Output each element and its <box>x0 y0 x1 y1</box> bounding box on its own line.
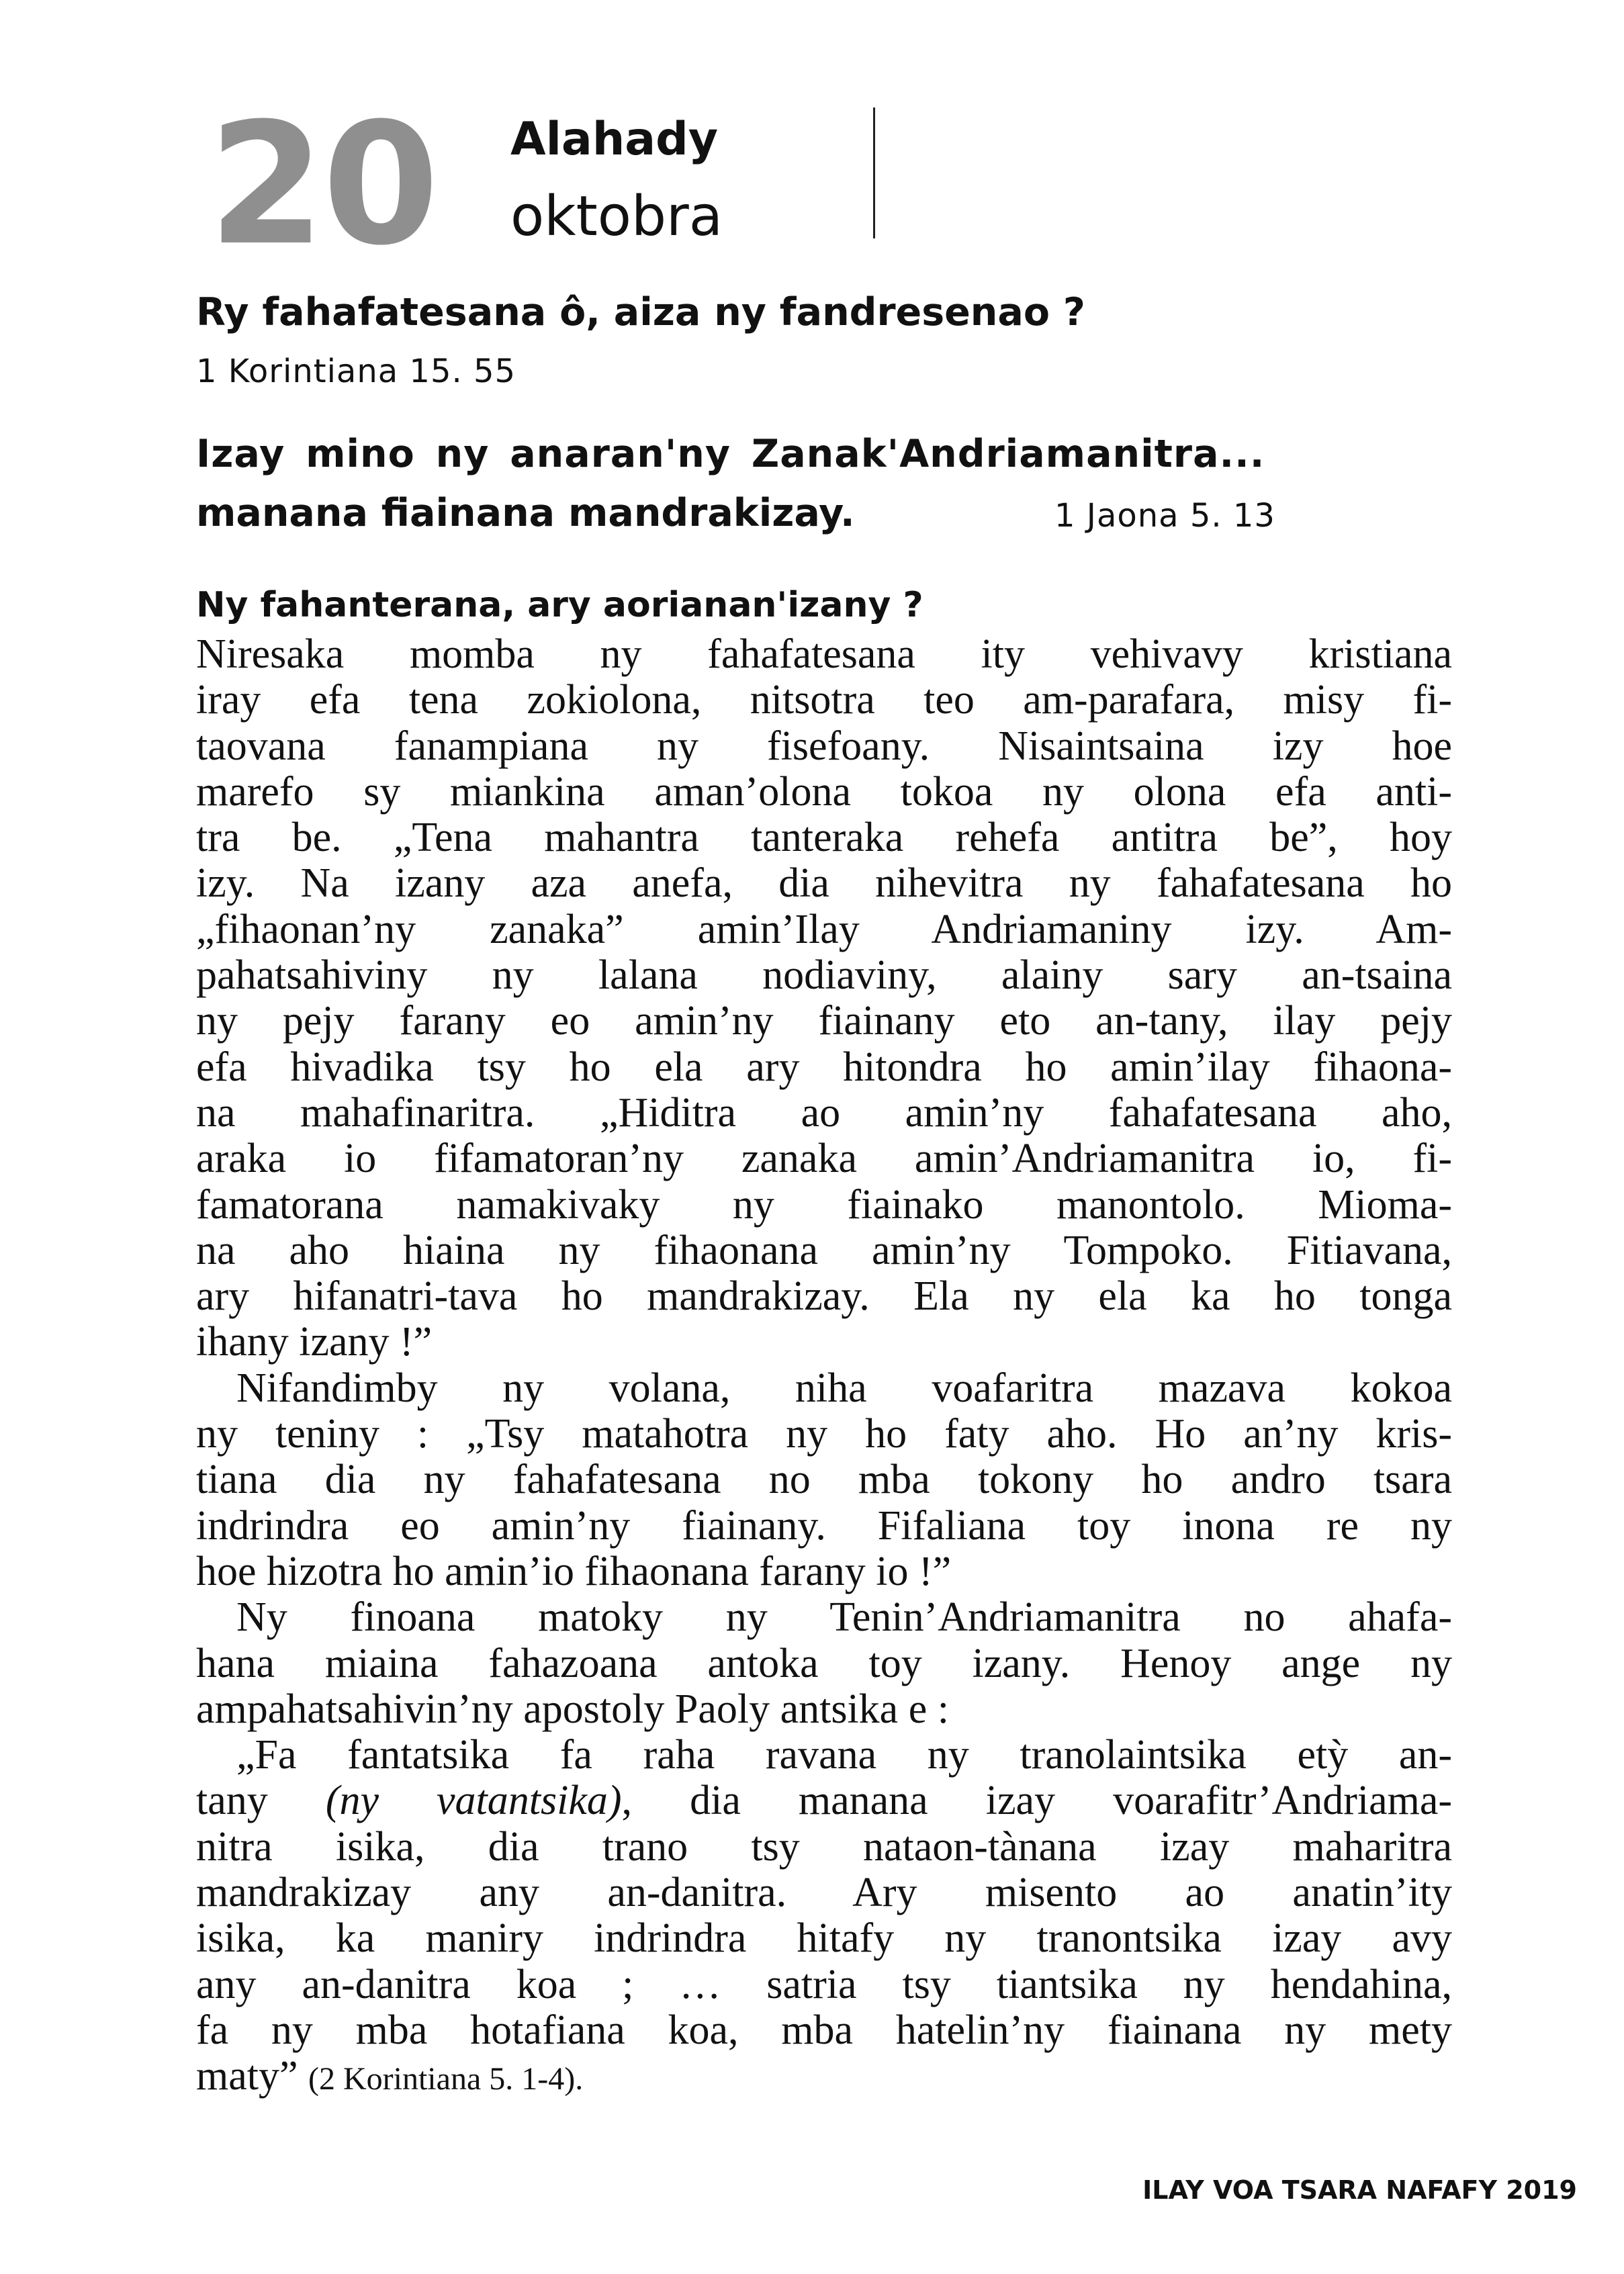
meditation-body <box>196 631 1452 2103</box>
body-line: ny pejy farany eo amin’ny fiainany eto an-tany, ilay pejy <box>196 998 1452 1044</box>
body-line: izy. Na izany aza anefa, dia nihevitra ny fahafatesana ho <box>196 860 1452 907</box>
body-line: pahatsahiviny ny lalana nodiaviny, alainy sary an-tsaina <box>196 952 1452 999</box>
body-line: fa ny mba hotafiana koa, mba hatelin’ny fiainana ny mety <box>196 2007 1452 2053</box>
body-line: marefo sy miankina aman’olona tokoa ny olona efa anti- <box>196 768 1452 815</box>
body-line: any an-danitra koa ; … satria tsy tiantsika ny hendahina, <box>196 1961 1452 2007</box>
body-line: Nifandimby ny volana, niha voafaritra mazava kokoa <box>236 1365 1452 1411</box>
body-line: iray efa tena zokiolona, nitsotra teo am-parafara, misy fi- <box>196 677 1452 723</box>
body-line: ny teniny : „Tsy matahotra ny ho faty aho. Ho an’ny kris- <box>196 1411 1452 1457</box>
body-line: efa hivadika tsy ho ela ary hitondra ho amin’ilay fihaona- <box>196 1044 1452 1090</box>
body-line: tiana dia ny fahafatesana no mba tokony ho andro tsara <box>196 1457 1452 1503</box>
body-line: hoe hizotra ho amin’io fihaonana farany io !” <box>196 1548 952 1594</box>
weekday: Alahady <box>510 113 719 166</box>
body-line: famatorana namakivaky ny fiainako manontolo. Mioma- <box>196 1181 1452 1228</box>
body-line-part: tany <box>196 1778 326 1824</box>
body-line: ampahatsahivin’ny apostoly Paoly antsika e : <box>196 1686 949 1732</box>
verse-2-line-1: Izay mino ny anaran'ny Zanak'Andriamanitra... <box>196 432 1265 476</box>
body-line: Niresaka momba ny fahafatesana ity vehivavy kristiana <box>196 631 1452 677</box>
body-line: ary hifanatri-tava ho mandrakizay. Ela ny ela ka ho tonga <box>196 1273 1452 1320</box>
body-line: isika, ka maniry indrindra hitafy ny tranontsika izay avy <box>196 1915 1452 1962</box>
body-line: tra be. „Tena mahantra tanteraka rehefa antitra be”, hoy <box>196 815 1452 861</box>
body-line: na mahafinaritra. „Hiditra ao amin’ny fahafatesana aho, <box>196 1089 1452 1136</box>
body-line: ihany izany !” <box>196 1319 433 1365</box>
body-line <box>196 2053 1452 2102</box>
body-line: indrindra eo amin’ny fiainany. Fifaliana toy inona re ny <box>196 1502 1452 1549</box>
body-line: mandrakizay any an-danitra. Ary misento ao anatin’ity <box>196 1870 1452 1916</box>
month: oktobra <box>510 185 723 248</box>
body-line: na aho hiaina ny fihaonana amin’ny Tompoko. Fitiavana, <box>196 1227 1452 1273</box>
body-line <box>196 1778 1452 1823</box>
body-line-part: maty” <box>196 2053 308 2099</box>
verse-1-text: Ry fahafatesana ô, aiza ny fandresenao ? <box>196 290 1085 334</box>
body-line: araka io fifamatoran’ny zanaka amin’Andriamanitra io, fi- <box>196 1136 1452 1182</box>
body-line: hana miaina fahazoana antoka toy izany. Henoy ange ny <box>196 1640 1452 1686</box>
header-divider <box>873 107 875 238</box>
body-line-italic: (ny vatantsika) <box>325 1778 622 1824</box>
scripture-reference: (2 Korintiana 5. 1-4). <box>308 2061 584 2097</box>
body-line: Ny finoana matoky ny Tenin’Andriamanitra no ahafa- <box>236 1594 1452 1641</box>
body-line-part: , dia manana izay voarafitr’Andriama- <box>621 1778 1452 1824</box>
meditation-title: Ny fahanterana, ary aorianan'izany ? <box>196 585 923 625</box>
verse-2-line-2: manana fiainana mandrakizay. <box>196 491 855 535</box>
body-line: nitra isika, dia trano tsy nataon-tànana izay maharitra <box>196 1823 1452 1870</box>
footer-title: ILAY VOA TSARA NAFAFY 2019 <box>1142 2175 1577 2205</box>
body-line: „fihaonan’ny zanaka” amin’Ilay Andriamaniny izy. Am- <box>196 906 1452 952</box>
verse-1-reference: 1 Korintiana 15. 55 <box>196 353 516 390</box>
day-number: 20 <box>208 87 437 282</box>
body-line: „Fa fantatsika fa raha ravana ny tranolaintsika etỳ an- <box>236 1732 1452 1778</box>
body-line: taovana fanampiana ny fisefoany. Nisaintsaina izy hoe <box>196 723 1452 769</box>
verse-2-reference: 1 Jaona 5. 13 <box>1054 497 1275 535</box>
